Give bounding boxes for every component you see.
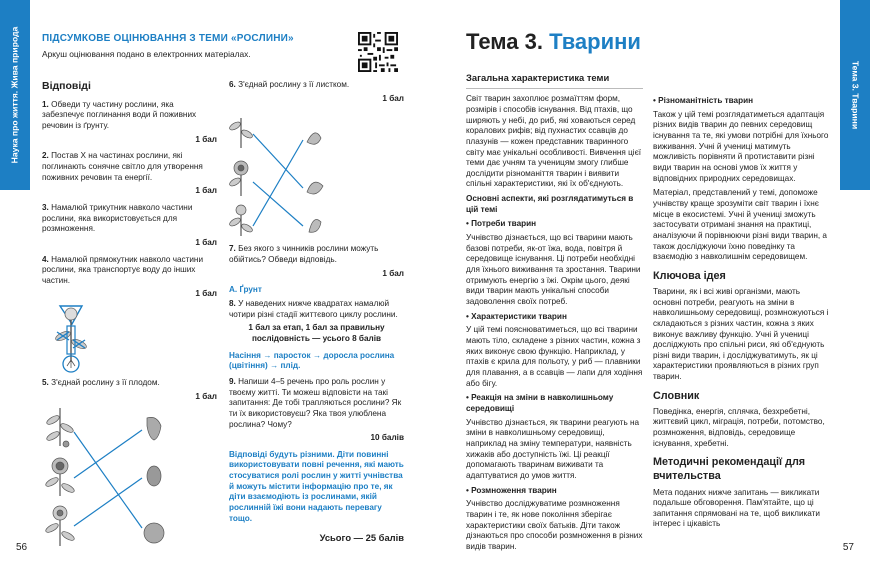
key-idea-text: Тварини, як і всі живі організми, мають основні потреби, реагують на зміни в навколишньому середовищі, розмножуються і складаються з різних частин, кожна з яких виконує важливу функцію. Учні й учениці досліджують про спільні риси, які об'єднують різні види тварин, і досліджуватимуть, як ці характеристики проявляються в різних груп тварин. [653, 286, 829, 382]
question-8-text: У наведених нижче квадратах намалюй чотири різні стадії життєвого циклу рослини. [229, 298, 398, 319]
question-6-points: 1 бал [382, 93, 404, 103]
assessment-note: Аркуш оцінювання подано в електронних матеріалах. [42, 49, 251, 59]
question-9-points: 10 балів [370, 433, 404, 443]
side-tab-right-label: Тема 3. Тварини [850, 60, 861, 130]
question-2: 2. Постав Х на частинах рослини, які поглинають сонячне світло для утворення поживних речовин та енергії. [42, 151, 203, 182]
question-7: 7. Без якого з чинників рослини можуть обійтись? Обведи відповідь. [229, 244, 379, 264]
question-7-text: Без якого з чинників рослини можуть обійтись? Обведи відповідь. [229, 244, 379, 264]
diversity-heading: • Різноманітність тварин [653, 96, 829, 107]
question-1: 1. Обведи ту частину рослини, яка забезпечує поглинання води й поживних речовин із ґрунту. [42, 99, 197, 130]
question-4-text: Намалюй прямокутник навколо частини рослини, яка транспортує воду до інших частин. [42, 254, 204, 285]
general-text: Світ тварин захоплює розмаїттям форм, розмірів і способів існування. Від птахів, що ширяють у небі, до риб, які ховаються серед коралових рифів; від пухнастих ссавців до плазунів — кожен представник тваринного світу має унікальні особливості. Вивчення цієї теми дає учням та ученицям змогу глибше дослідити різноманіття тварин і виявити спільні характеристики, які їх об'єднують. [466, 94, 642, 189]
question-8: 8. У наведених нижче квадратах намалюй чотири різні стадії життєвого циклу рослини. [229, 298, 398, 319]
diversity-text: Також у цій темі розглядатиметься адаптація різних видів тварин до певних середовищ існування та те, які умови потрібні для їхнього виживання. Учні й учениці матимуть можливість порівняти й протиставити різні види тварин на основі умов їх життя у відповідних природних середовищах. [653, 109, 829, 183]
method-text: Мета поданих нижче запитань — викликати подальше обговорення. Пам'ятайте, що ці запитання спрямовані на те, щоб викликати інтерес і цікавість [653, 487, 820, 529]
question-5-text: З'єднай рослину з її плодом. [51, 378, 160, 388]
vocab-heading: Словник [653, 389, 700, 402]
reproduction-heading: • Розмноження тварин [466, 486, 643, 497]
question-1-text: Обведи ту частину рослини, яка забезпечує поглинання води й поживних речовин із ґрунту. [42, 99, 197, 130]
topic-column-right [653, 70, 829, 534]
topic-column-left [466, 70, 643, 556]
side-tab-right [840, 0, 870, 190]
question-5: 5. З'єднай рослину з її плодом. [42, 378, 160, 388]
question-9-answer: Відповіді будуть різними. Діти повинні використовувати повні речення, які мають стосуватися ролі рослин у житті учнівства й можуть містити інформацію про те, як діти взаємодіють із рослинами, якій рослинній їжі вони надають перевагу тощо. [229, 449, 404, 523]
side-tab-left-label: Наука про життя. Жива природа [9, 26, 20, 164]
reaction-heading: • Реакція на зміни в навколишньому середовищі [466, 393, 643, 414]
question-3-points: 1 бал [195, 237, 217, 247]
traits-text: У цій темі пояснюватиметься, що всі тварини мають тіло, складене з різних частин, кожна з яких виконує свою функцію. Наприклад, у птахів є крила для польоту, у риб — плавники для плавання, а в ссавців — лапи для ходіння або бігу. [466, 325, 643, 388]
needs-text: Учнівство дізнається, що всі тварини мають базові потреби, як-от їжа, вода, повітря й середовище існування. Ці потреби необхідні для їхнього виживання та зростання. Тварини отримують енергію з їжі. Окрім цього, деякі види тварин мають унікальні способи задоволення своїх потреб. [466, 233, 641, 307]
question-7-answer: А. Ґрунт [229, 285, 262, 295]
question-7-points: 1 бал [382, 268, 404, 278]
method-heading: Методичні рекомендації для вчительства [653, 456, 806, 483]
question-2-text: Постав Х на частинах рослини, які поглинають сонячне світло для утворення поживних речовин та енергії. [42, 151, 203, 182]
aspects-heading: Основні аспекти, які розглядатимуться в цій темі [466, 194, 634, 214]
answers-column-left [42, 80, 217, 548]
plant-leaf-matching-image [229, 110, 404, 240]
qr-code-icon [358, 32, 398, 72]
question-3: 3. Намалюй трикутник навколо частини рослини, яка використовується для розмноження. [42, 202, 193, 234]
reproduction-text: Учнівство досліджуватиме розмноження тварин і те, як нове покоління зберігає характеристики своїх батьків. Діти також дізнаються про способи розмноження в різних видів тварин. [466, 499, 643, 551]
question-8-answer: Насіння → паросток → доросла рослина (цвітіння) → плід. [229, 350, 395, 371]
answers-column-right [229, 80, 404, 551]
question-4: 4. Намалюй прямокутник навколо частини рослини, яка транспортує воду до інших частин. [42, 254, 204, 285]
needs-heading: • Потреби тварин [466, 219, 643, 230]
side-tab-left [0, 0, 30, 190]
topic-title-prefix: Тема 3. [466, 29, 543, 54]
vocab-text: Поведінка, енергія, сплячка, безхребетні, життєвий цикл, міграція, потреби, потомство, розмноження, відповідь, середовище існування, хребетні. [653, 406, 825, 448]
question-9-text: Напиши 4–5 речень про роль рослин у твоєму житті. Ти можеш відповісти на такі запитання: Де тобі трапляються рослини? Як ти їх використовуєш? Яка твоя улюблена рослина? Чому? [229, 376, 402, 429]
question-4-points: 1 бал [195, 289, 217, 299]
reaction-text: Учнівство дізнається, як тварини реагують на зміни в навколишньому середовищі, наприклад на зміну температури, наявність хижаків або доступність їжі. Ці реакції допомагають тваринам виживати та адаптуватися до умов життя. [466, 417, 640, 480]
topic-title [466, 28, 641, 57]
traits-heading: • Характеристики тварин [466, 312, 643, 323]
key-idea-heading: Ключова ідея [653, 269, 726, 282]
plant-fruit-matching-image [42, 408, 217, 548]
material-text: Матеріал, представлений у темі, допоможе учнівству краще зрозуміти світ тварин і їхнє місце в екосистемі. Учні й учениці зможуть застосувати отримані знання на практиці, аналізуючи й порівнюючи різні види тварин, а також досліджуючи їхню поведінку та взаємодію з навколишнім середовищем. [653, 188, 827, 262]
divider [466, 88, 643, 89]
total-points: Усього — 25 балів [319, 532, 404, 544]
question-3-text: Намалюй трикутник навколо частини рослини, яка використовується для розмноження. [42, 202, 193, 234]
general-heading: Загальна характеристика теми [466, 72, 610, 83]
question-8-points: 1 бал за етап, 1 бал за правильну послідовність — усього 8 балів [248, 323, 385, 343]
question-2-points: 1 бал [195, 186, 217, 196]
page-number-right: 57 [842, 542, 854, 553]
answers-heading: Відповіді [42, 80, 91, 92]
assessment-title: ПІДСУМКОВЕ ОЦІНЮВАННЯ З ТЕМИ «РОСЛИНИ» [42, 33, 294, 44]
plant-diagram-image [42, 304, 102, 374]
page-number-left: 56 [16, 542, 28, 553]
question-9: 9. Напиши 4–5 речень про роль рослин у твоєму житті. Ти можеш відповісти на такі запитання: Де тобі трапляються рослини? Як ти їх використовуєш? Яка твоя улюблена рослина? Чому? [229, 376, 402, 429]
question-5-points: 1 бал [195, 391, 217, 401]
topic-title-main: Тварини [549, 29, 641, 54]
question-6-text: З'єднай рослину з її листком. [238, 80, 350, 89]
question-6: 6. З'єднай рослину з її листком. [229, 80, 350, 89]
question-1-points: 1 бал [195, 134, 217, 144]
